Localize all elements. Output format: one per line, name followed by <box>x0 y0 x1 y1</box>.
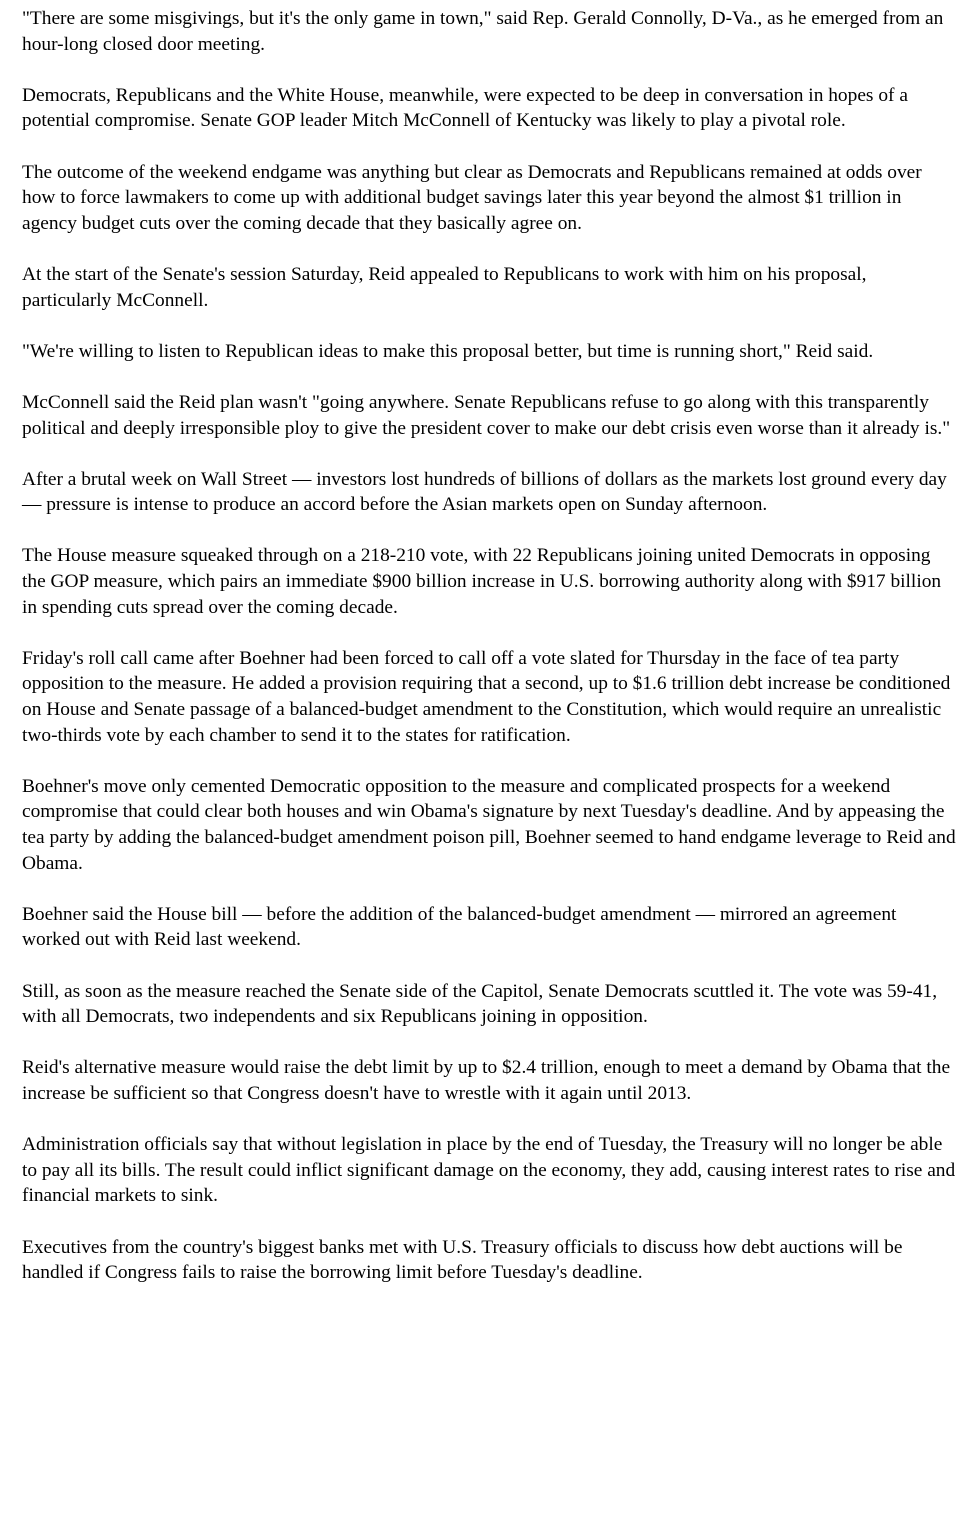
paragraph-reid-quote: "We're willing to listen to Republican ideas to make this proposal better, but time is running short," Reid said. <box>22 340 874 362</box>
paragraph-administration: Administration officials say that without legislation in place by the end of Tuesday, the Treasury will no longer be able to pay all its bills. The result could inflict significant damage on the economy, they add, causing interest rates to rise and financial markets to sink. <box>22 1134 956 1207</box>
paragraph-roll-call: Friday's roll call came after Boehner had been forced to call off a vote slated for Thursday in the face of tea party opposition to the measure. He added a provision requiring that a second, up to $1.6 trillion debt increase be conditioned on House and Senate passage of a balanced-budget amendment to the Constitution, which would require an unrealistic two-thirds vote by each chamber to send it to the states for ratification. <box>22 647 951 746</box>
paragraph-bank-executives: Executives from the country's biggest banks met with U.S. Treasury officials to discuss how debt auctions will be handled if Congress fails to raise the borrowing limit before Tuesday's deadline. <box>22 1236 903 1284</box>
paragraph-mcconnell-quote: McConnell said the Reid plan wasn't "going anywhere. Senate Republicans refuse to go along with this transparently political and deeply irresponsible ploy to give the president cover to make our debt crisis even worse than it already is." <box>22 391 951 439</box>
paragraph-house-vote: The House measure squeaked through on a 218-210 vote, with 22 Republicans joining united Democrats in opposing the GOP measure, which pairs an immediate $900 billion increase in U.S. borrowing authority along with $917 billion in spending cuts spread over the coming decade. <box>22 545 942 618</box>
paragraph-house-bill: Boehner said the House bill — before the addition of the balanced-budget amendment — mirrored an agreement worked out with Reid last weekend. <box>22 903 897 951</box>
article-body <box>22 6 957 1311</box>
paragraph-boehner-move: Boehner's move only cemented Democratic opposition to the measure and complicated prospects for a weekend compromise that could clear both houses and win Obama's signature by next Tuesday's deadline. And by appeasing the tea party by adding the balanced-budget amendment poison pill, Boehner seemed to hand endgame leverage to Reid and Obama. <box>22 775 956 874</box>
paragraph-compromise-talks: Democrats, Republicans and the White House, meanwhile, were expected to be deep in conversation in hopes of a potential compromise. Senate GOP leader Mitch McConnell of Kentucky was likely to play a pivotal role. <box>22 84 908 132</box>
paragraph-connolly-quote: "There are some misgivings, but it's the only game in town," said Rep. Gerald Connolly, D-Va., as he emerged from an hour-long closed door meeting. <box>22 8 944 55</box>
paragraph-senate-session: At the start of the Senate's session Saturday, Reid appealed to Republicans to work with him on his proposal, particularly McConnell. <box>22 263 867 311</box>
paragraph-senate-vote: Still, as soon as the measure reached the Senate side of the Capitol, Senate Democrats scuttled it. The vote was 59-41, with all Democrats, two independents and six Republicans joining in opposition. <box>22 980 938 1028</box>
paragraph-reid-alternative: Reid's alternative measure would raise the debt limit by up to $2.4 trillion, enough to meet a demand by Obama that the increase be sufficient so that Congress doesn't have to wrestle with it again until 2013. <box>22 1057 951 1104</box>
paragraph-weekend-endgame: The outcome of the weekend endgame was anything but clear as Democrats and Republicans remained at odds over how to force lawmakers to come up with additional budget savings later this year beyond the almost $1 trillion in agency budget cuts over the coming decade that they basically agree on. <box>22 161 922 234</box>
paragraph-wall-street: After a brutal week on Wall Street — investors lost hundreds of billions of dollars as the markets lost ground every day — pressure is intense to produce an accord before the Asian markets open on Sunday afternoon. <box>22 468 947 516</box>
